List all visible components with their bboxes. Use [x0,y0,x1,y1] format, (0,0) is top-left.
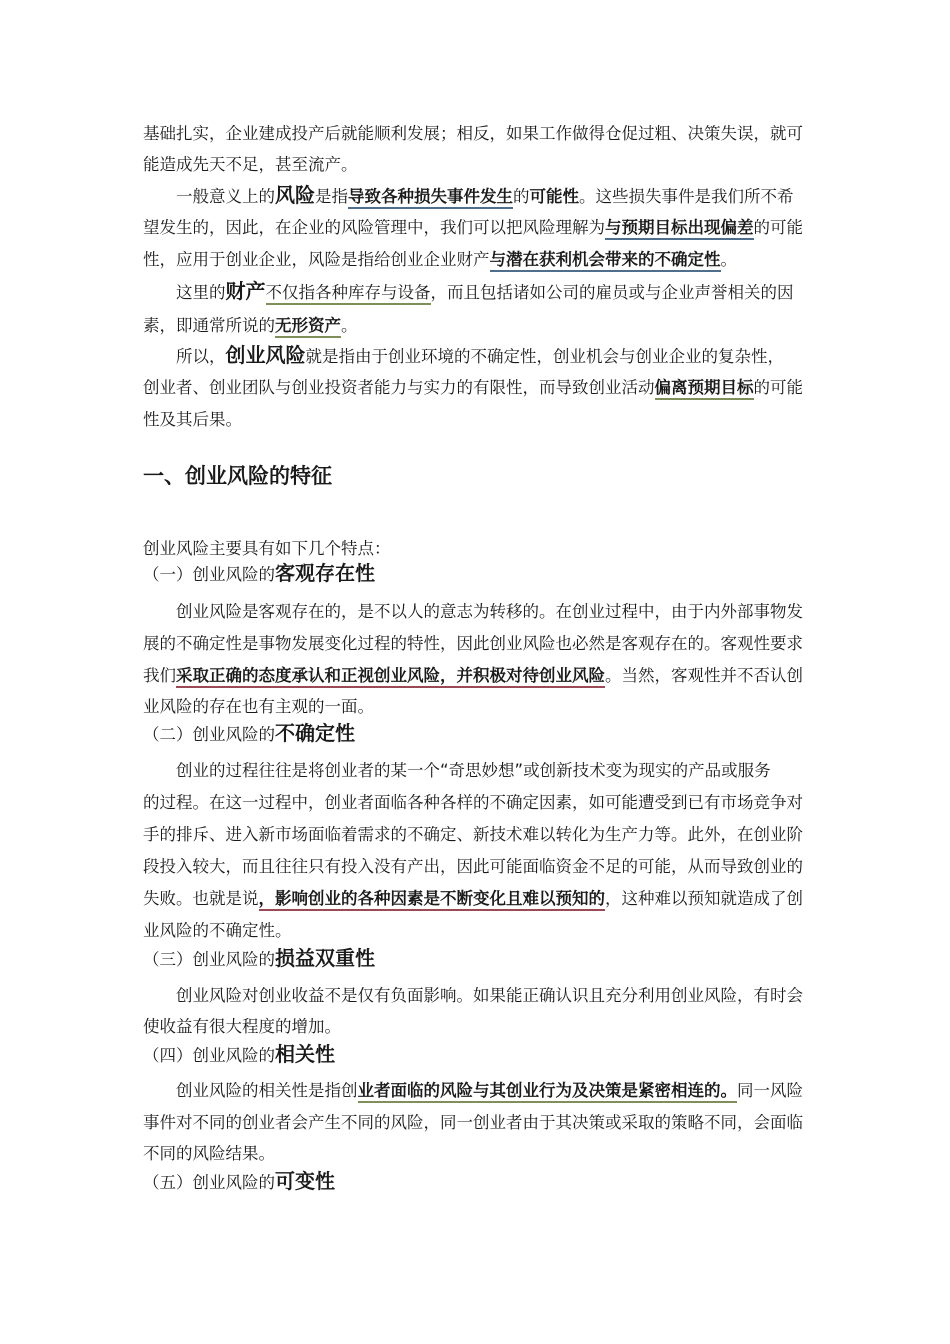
text-line: 望发生的，因此，在企业的风险管理中，我们可以把风险理解为与预期目标出现偏差的可能 [143,217,803,239]
emphasis: 不仅指各种库存与设备 [266,283,431,305]
text-line: 创业风险主要具有如下几个特点： [143,539,391,558]
emphasis: 与预期目标出现偏差 [605,218,754,240]
text-line: 手的排斥、进入新市场面临着需求的不确定、新技术难以转化为生产力等。此外，在创业阶 [143,825,803,844]
text-line: 这里的财产不仅指各种库存与设备，而且包括诸如公司的雇员或与企业声誉相关的因 [176,279,794,303]
text-line: 所以，创业风险就是指由于创业环境的不确定性，创业机会与创业企业的复杂性， [176,343,784,367]
subsection-heading: （五）创业风险的可变性 [143,1169,335,1193]
text-line: 的过程。在这一过程中，创业者面临各种各样的不确定因素，如可能遭受到已有市场竞争对 [143,793,803,812]
text-line: 创业风险对创业收益不是仅有负面影响。如果能正确认识且充分利用创业风险，有时会 [176,986,803,1005]
text-line: 失败。也就是说，影响创业的各种因素是不断变化且难以预知的，这种难以预知就造成了创 [143,888,803,910]
section-heading: 一、创业风险的特征 [143,464,332,488]
subsection-heading: （四）创业风险的相关性 [143,1042,335,1066]
text-line: 不同的风险结果。 [143,1144,275,1163]
text-line: 业风险的不确定性。 [143,921,292,940]
emphasis: ，影响创业的各种因素是不断变化且难以预知的 [259,889,606,911]
text-line: 我们采取正确的态度承认和正视创业风险，并积极对待创业风险。当然，客观性并不否认创 [143,665,803,687]
text-line: 创业风险的相关性是指创业者面临的风险与其创业行为及决策是紧密相连的。同一风险 [176,1080,803,1102]
text-line: 性，应用于创业企业，风险是指给创业企业财产与潜在获利机会带来的不确定性。 [143,249,737,271]
emphasis: 采取正确的态度承认和正视创业风险，并积极对待创业风险 [176,666,605,688]
text-line: 段投入较大，而且往往只有投入没有产出，因此可能面临资金不足的可能，从而导致创业的 [143,857,803,876]
text-line: 素，即通常所说的无形资产。 [143,315,358,337]
text-line: 基础扎实，企业建成投产后就能顺利发展；相反，如果工作做得仓促过粗、决策失误，就可 [143,124,803,143]
text-line: 一般意义上的风险是指导致各种损失事件发生的可能性。这些损失事件是我们所不希 [176,183,794,207]
text-line: 创业的过程往往是将创业者的某一个“奇思妙想”或创新技术变为现实的产品或服务 [176,761,771,780]
emphasis: 无形资产 [275,316,341,338]
text-line: 展的不确定性是事物发展变化过程的特性，因此创业风险也必然是客观存在的。客观性要求 [143,634,803,653]
text-line: 创业者、创业团队与创业投资者能力与实力的有限性，而导致创业活动偏离预期目标的可能 [143,377,803,399]
text-line: 性及其后果。 [143,410,242,429]
text-line: 业风险的存在也有主观的一面。 [143,697,374,716]
text-line: 事件对不同的创业者会产生不同的风险，同一创业者由于其决策或采取的策略不同，会面临 [143,1113,803,1132]
keyword: 财产 [225,279,266,303]
subsection-heading: （一）创业风险的客观存在性 [143,561,375,585]
keyword: 风险 [275,183,315,207]
text-line: 使收益有很大程度的增加。 [143,1017,341,1036]
emphasis: 导致各种损失事件发生 [348,187,513,209]
emphasis: 偏离预期目标 [655,378,754,400]
text-line: 能造成先天不足，甚至流产。 [143,155,358,174]
emphasis: 与潜在获利机会带来的不确定性 [490,250,721,272]
subsection-heading: （三）创业风险的损益双重性 [143,946,375,970]
emphasis: 业者面临的风险与其创业行为及决策是紧密相连的。 [358,1081,738,1103]
subsection-heading: （二）创业风险的不确定性 [143,721,355,745]
text-line: 创业风险是客观存在的，是不以人的意志为转移的。在创业过程中，由于内外部事物发 [176,602,803,621]
keyword: 创业风险 [225,343,306,367]
